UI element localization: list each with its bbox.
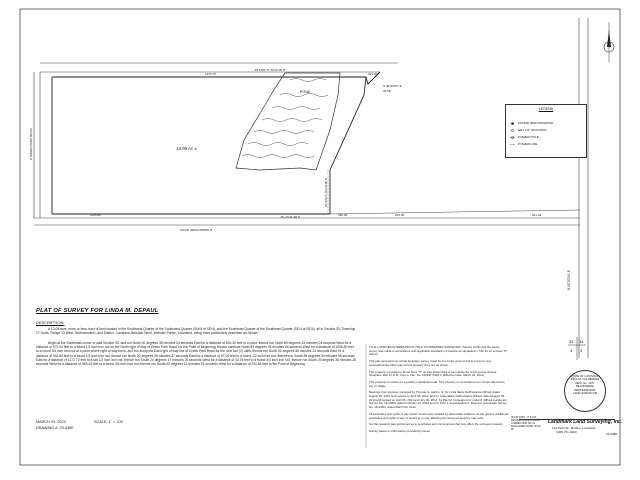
dim-bottom-left: 1005.80' (90, 213, 102, 217)
job-number: 23-0380 (606, 432, 618, 436)
legend-title: LEGEND (538, 107, 554, 111)
dim-bottom-right: 390.00' (338, 213, 348, 217)
note-item: This property is located in Flood Zone "X" as was determined to be outside the 0.2% annual chance floodplain. Ref: F.I.R.M. Comm. Pan. No. 22019T 0400 C (Effective Date: March 02, 2011) (369, 369, 497, 378)
road-green-park: E GREEN PARK ROAD (180, 228, 212, 232)
legend-item-power-pole: POWER POLE (510, 135, 539, 139)
drawing-number: DRAWING #: 23-0380 (36, 426, 74, 430)
note-item: All servitudes and rights of way shown herein were located by observable evidence on the ground. Additional servitudes and rights of way of record or on use affecting the surveyed property may exist. (369, 411, 508, 420)
seal-line: REGISTERED (575, 384, 595, 389)
north-arrow-icon (604, 22, 614, 62)
bottom-right-line (330, 210, 580, 214)
note-item: TO ALL PARTIES INTERESTED IN TITLE TO PREMISES SURVEYED: I hereby certify that the above survey was made in accordance with applicable standards of practice as stipulated in Title 46 for a Class "D" Survey. (369, 345, 508, 357)
survey-date: MARCH 09, 2023 (36, 420, 66, 424)
pond-label: POND (300, 90, 311, 94)
legend-item-set-rod: SET 1/2" IRON ROD (510, 128, 547, 132)
plat-title: PLAT OF SURVEY FOR LINDA M. DEPAUL (36, 308, 159, 314)
seal-line: LAND SURVEYOR (573, 391, 597, 396)
section-bottomright: 3 (580, 348, 583, 353)
seal-line: PROFESSIONAL (574, 387, 596, 392)
legend (505, 104, 587, 158)
corner-label: 33.58' (383, 89, 392, 93)
company-name: Landmark Land Surveying, Inc. (548, 419, 623, 425)
description-para-1: A 13.09 acre, more or less, tract of land located in the Southwest Quarter of the Southwest Quarter (SW/4 of SE/4), and the Southeast Quarter of the Southeast Quarter (SE/4 of SE/4), all in Section 33, Township 17 North, Range 10 West, Northwestern Land District, Louisiana Meridian West, Webster Parish, Louisiana, being more particularly described as follows: (36, 327, 356, 336)
power-pole-icon (510, 136, 515, 139)
road-left-label: E GREEN PARK ROAD (29, 128, 33, 160)
open-circle-icon (510, 129, 515, 132)
revision-block: ISSUE DATE: 17-9-102 REVISION DATE: 05-09-25 CORRECTION NO: 01 FIELD WORK DATE: 05-03-25 (511, 416, 541, 431)
survey-scale: SCALE: 1" = 100' (94, 420, 124, 424)
seal-line: STATE OF LOUISIANA (570, 374, 600, 378)
seal-line: REG. No. 4977 (575, 380, 595, 385)
section-top: 33 (569, 339, 574, 344)
survey-notes (369, 346, 509, 437)
description-para-2: Begin at the Southeast corner of said Section 33, and run North 00 degrees 38 minutes 04 seconds East for a distance of 526.40 feet to a point; thence run North 89 degrees 34 minutes 04 seconds West for a distance of 973.44 feet to a found 1/2 inch iron rod on the North right of way of Green Park Road, for the Point of Beginning; thence continue North 89 degrees 34 minutes 04 seconds West for a distance of 1005.80 feet to a found 3/4 inch iron rod at a point where right of way turns, and run along the East right of way line of Green Park Road for the next two (2) calls; thence run North 02 degrees 56 minutes 34 seconds East for a distance of 444.80 feet to a found 1/2 inch iron rod; thence run North 00 degrees 36 minutes 37 seconds East for a distance of 87.00 feet to a found 1/2 inch iron rod; thence run South 89 degrees 34 minutes 58 seconds East for a distance of 1172.72 feet to a set 1/2 inch iron rod; thence run South 24 degrees 17 minutes 20 seconds West for a distance of 23.78 feet to a found 3/4 inch iron rod; thence run South 29 degrees 36 minutes 28 seconds West for a distance of 365.43 feet to a found 3/4 inch iron rod; thence run South 00 degrees 12 minutes 01 seconds West for a distance of 200.86 feet to the Point of Beginning. (36, 341, 356, 367)
section-bottom: 4 (570, 348, 573, 353)
pond-area (236, 73, 340, 170)
company-phone: (318) 371-4000 (556, 430, 577, 434)
filled-circle-icon (510, 122, 515, 125)
note-item: This plat represents an actual boundary survey made by me on the ground and is correct to any encroachments either way across property lines are as shown. (369, 359, 492, 367)
dim-top-right: 345.00' (368, 72, 378, 76)
parcel-diag-boundary (330, 77, 366, 170)
seal-line: PAUL M. CULPEPPER (570, 377, 600, 382)
power-line-icon (510, 143, 515, 146)
road-top-label: N 00°00'00" E (383, 84, 402, 88)
note-item: This property is located on a publicly maintained road. This property is not located in an incorporated town, city or village. (369, 379, 506, 388)
dim-vertical: N 00°06'40" E 526.40' (324, 178, 328, 208)
acres-label: 13.09 Ac ± (176, 146, 197, 151)
note-item: Survey based on information provided by owner. (369, 428, 431, 433)
note-item: Bearings from previous surveyed by Thomas G. Harbin, Jr. for Linda Marie DePrestance DiPaul, dated August 30, 2010 and revised on April 06, 2014, and for Linda Marie DePrestance DiPaul, dated August 30, 2010 and revised on April 06, 2014 and July 30, 2014, by Paul M. Culpepper for Linda M. DiPaul (Landmark Survey No. 14-0380), dated February 17, 2016 and for John J. and Angelina S. Peterson (Landmark Survey No. 16-0380), dated March 03, 2016. (369, 390, 507, 410)
dim-top-left: 1173.72' (205, 72, 217, 76)
section-topright: 34 (579, 339, 584, 344)
dim-top-mid: E 80°34'21" E 1003.82' (254, 68, 285, 72)
dim-right-vertical: N 00°00'04" E (567, 270, 571, 290)
description-heading: DESCRIPTION: (36, 320, 65, 325)
company-address: 114 Pearl St., Minden, Louisiana (552, 426, 596, 430)
dim-far-right: 541.02' (532, 213, 542, 217)
dim-bottom-mid: S 89°36'47" W (280, 215, 300, 219)
legend-item-found-rod: FOUND IRON PIPE/ROD (510, 121, 553, 125)
legend-item-power-line: POWER LINE (510, 142, 537, 146)
dim-bottom-right2: 225.36' (395, 213, 405, 217)
surveyor-seal (564, 370, 606, 412)
note-item: No title research was performed as to servitudes and conveyances that may affect the surveyed property. (369, 422, 504, 427)
